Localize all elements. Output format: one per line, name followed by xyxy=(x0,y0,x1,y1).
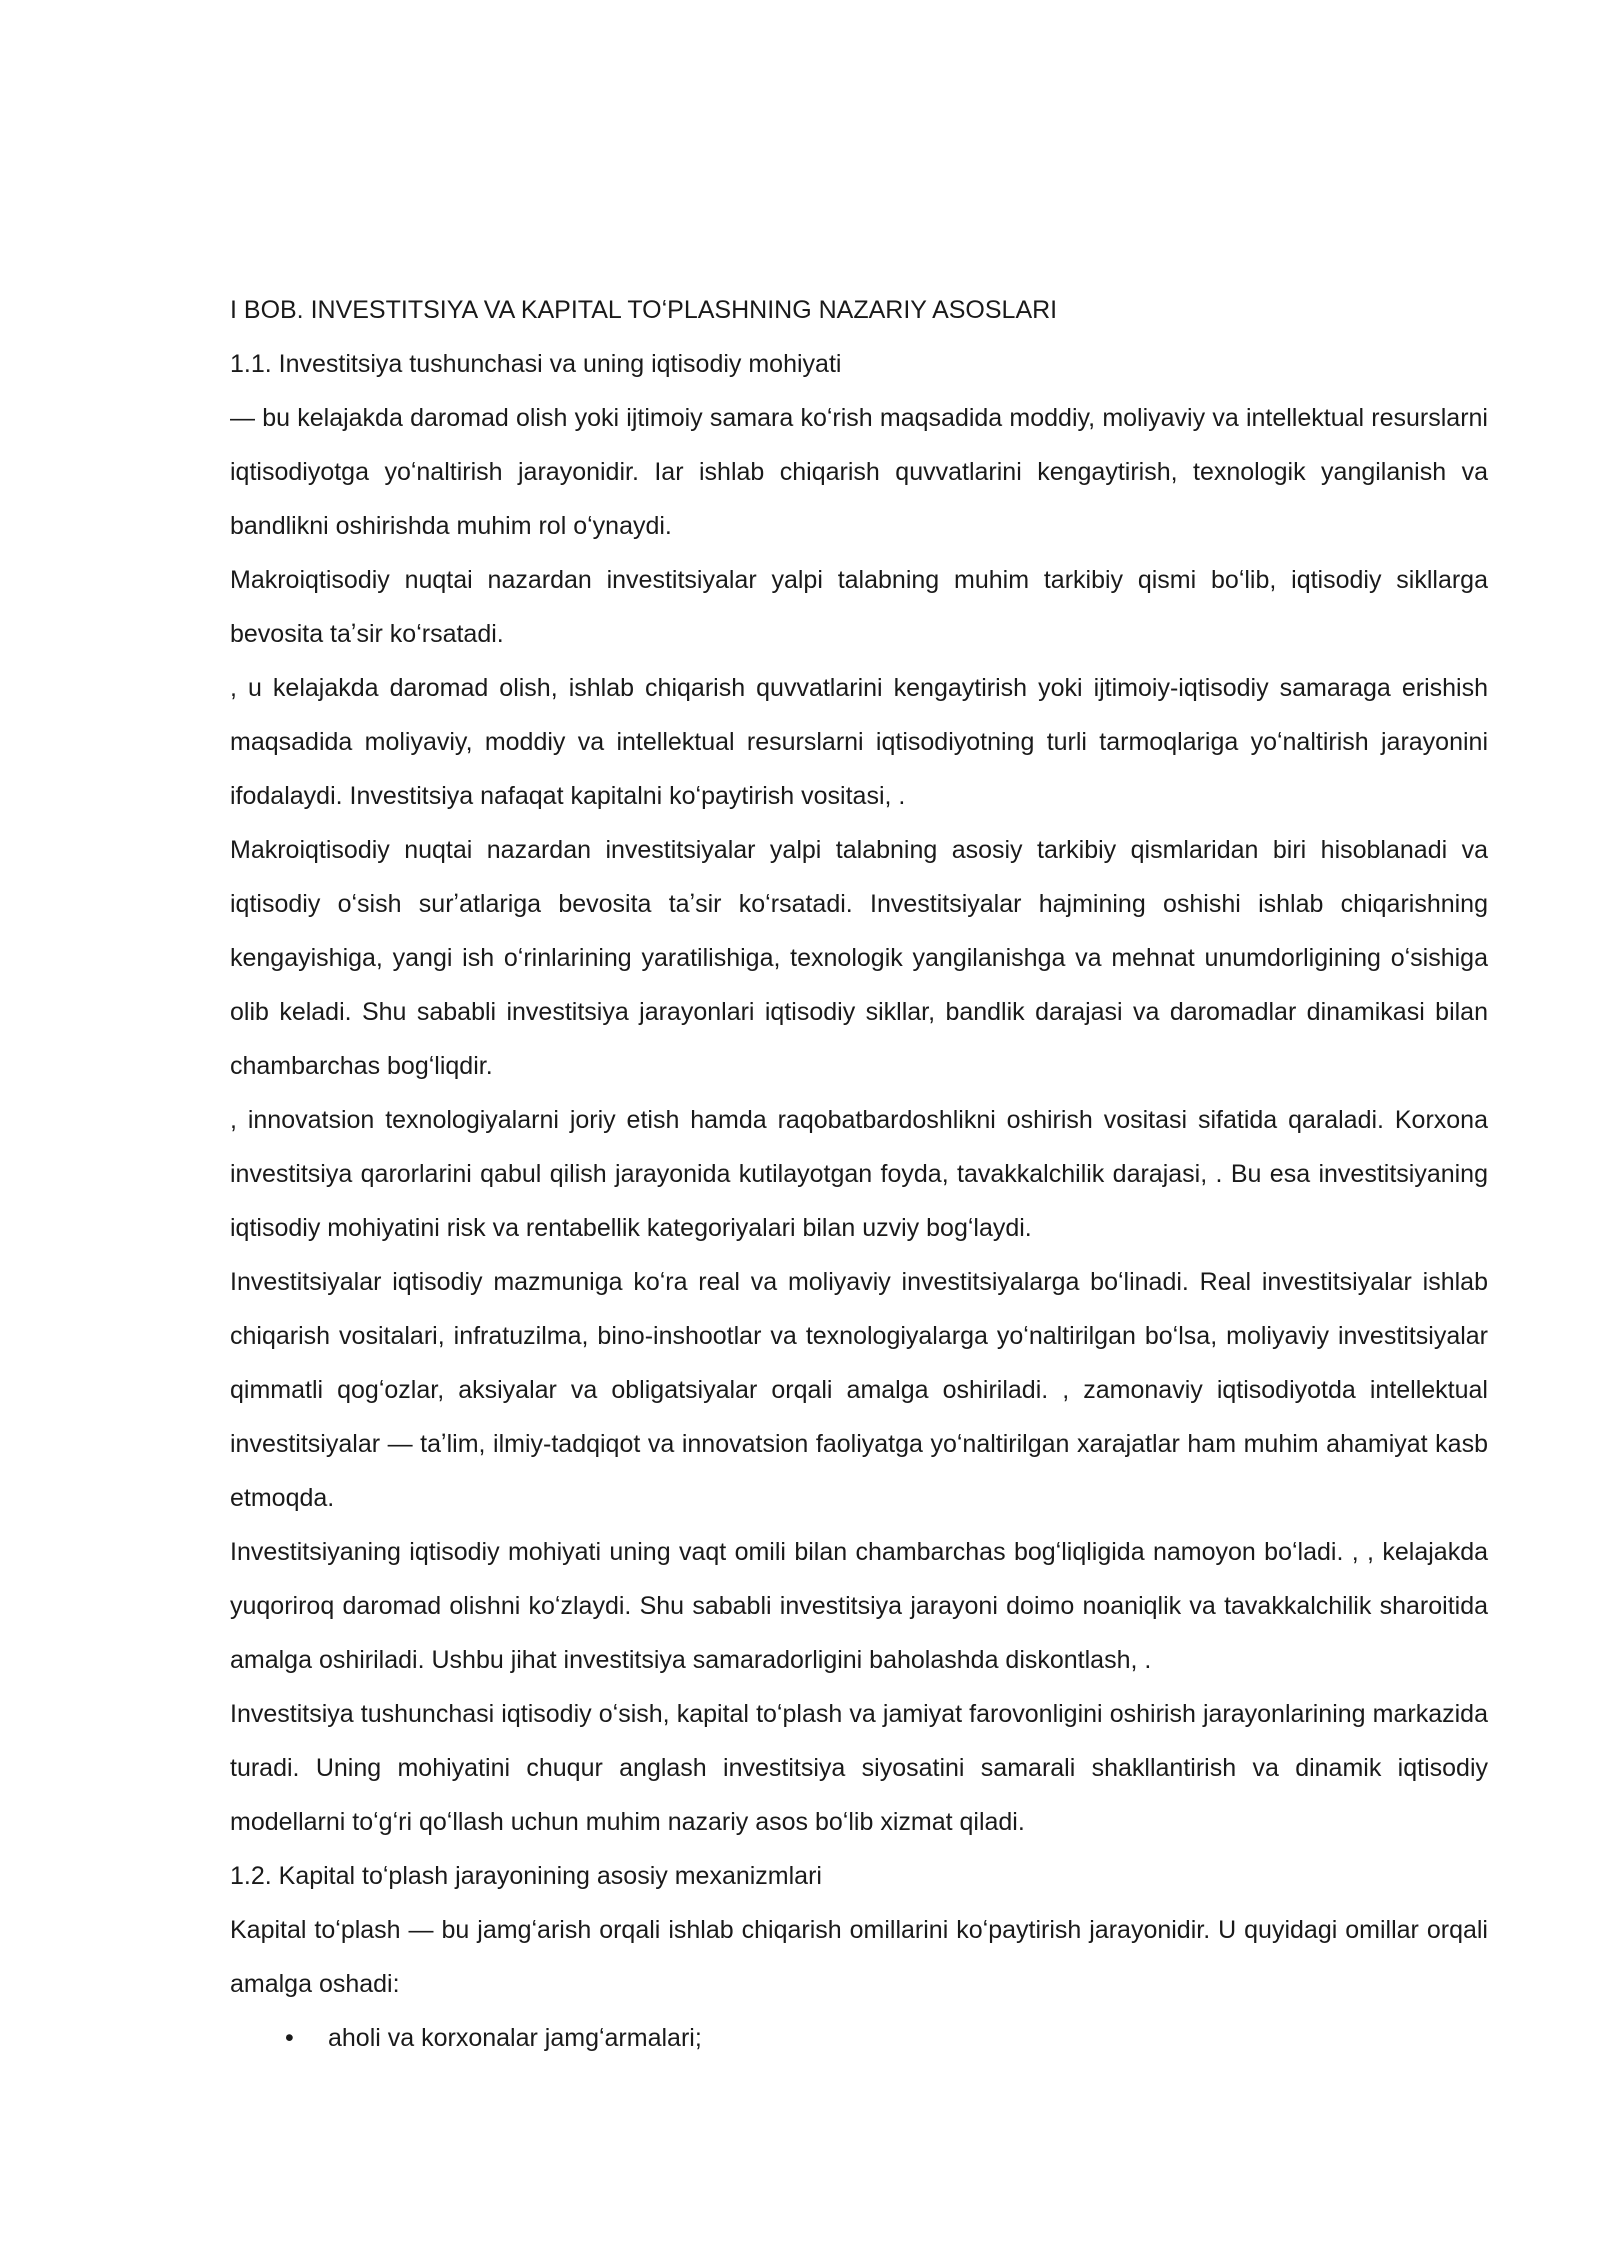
paragraph: — bu kelajakda daromad olish yoki ijtimoiy samara koʻrish maqsadida moddiy, moliyaviy va intellektual resurslarni iqtisodiyotga yoʻnaltirish jarayonidir. Iar ishlab chiqarish quvvatlarini kengaytirish, texnologik yangilanish va bandlikni oshirishda muhim rol oʻynaydi. xyxy=(230,404,1488,540)
list-item xyxy=(230,2011,1488,2065)
paragraph: Makroiqtisodiy nuqtai nazardan investitsiyalar yalpi talabning asosiy tarkibiy qismlaridan biri hisoblanadi va iqtisodiy oʻsish surʼatlariga bevosita taʼsir koʻrsatadi. Investitsiyalar hajmining oshishi ishlab chiqarishning kengayishiga, yangi ish oʻrinlarining yaratilishiga, texnologik yangilanishga va mehnat unumdorligining oʻsishiga olib keladi. Shu sababli investitsiya jarayonlari iqtisodiy sikllar, bandlik darajasi va daromadlar dinamikasi bilan chambarchas bogʻliqdir. xyxy=(230,836,1488,1080)
paragraph: Kapital toʻplash — bu jamgʻarish orqali ishlab chiqarish omillarini koʻpaytirish jarayonidir. U quyidagi omillar orqali amalga oshadi: xyxy=(230,1916,1488,1998)
document-page xyxy=(230,283,1488,2065)
paragraph: Investitsiyaning iqtisodiy mohiyati uning vaqt omili bilan chambarchas bogʻliqligida namoyon boʻladi. , , kelajakda yuqoriroq daromad olishni koʻzlaydi. Shu sababli investitsiya jarayoni doimo noaniqlik va tavakkalchilik sharoitida amalga oshiriladi. Ushbu jihat investitsiya samaradorligini baholashda diskontlash, . xyxy=(230,1538,1488,1674)
paragraph: , u kelajakda daromad olish, ishlab chiqarish quvvatlarini kengaytirish yoki ijtimoiy-iqtisodiy samaraga erishish maqsadida moliyaviy, moddiy va intellektual resurslarni iqtisodiyotning turli tarmoqlariga yoʻnaltirish jarayonini ifodalaydi. Investitsiya nafaqat kapitalni koʻpaytirish vositasi, . xyxy=(230,674,1488,810)
list-item-text: aholi va korxonalar jamgʻarmalari; xyxy=(328,2024,702,2052)
paragraph: , innovatsion texnologiyalarni joriy etish hamda raqobatbardoshlikni oshirish vositasi sifatida qaraladi. Korxona investitsiya qarorlarini qabul qilish jarayonida kutilayotgan foyda, tavakkalchilik darajasi, . Bu esa investitsiyaning iqtisodiy mohiyatini risk va rentabellik kategoriyalari bilan uzviy bogʻlaydi. xyxy=(230,1106,1488,1242)
paragraph: Investitsiyalar iqtisodiy mazmuniga koʻra real va moliyaviy investitsiyalarga boʻlinadi. Real investitsiyalar ishlab chiqarish vositalari, infratuzilma, bino-inshootlar va texnologiyalarga yoʻnaltirilgan boʻlsa, moliyaviy investitsiyalar qimmatli qogʻozlar, aksiyalar va obligatsiyalar orqali amalga oshiriladi. , zamonaviy iqtisodiyotda intellektual investitsiyalar — taʼlim, ilmiy-tadqiqot va innovatsion faoliyatga yoʻnaltirilgan xarajatlar ham muhim ahamiyat kasb etmoqda. xyxy=(230,1268,1488,1512)
section-title-1-1: 1.1. Investitsiya tushunchasi va uning iqtisodiy mohiyati xyxy=(230,350,842,378)
chapter-heading: I BOB. INVESTITSIYA VA KAPITAL TOʻPLASHNING NAZARIY ASOSLARI xyxy=(230,296,1058,324)
paragraph: Investitsiya tushunchasi iqtisodiy oʻsish, kapital toʻplash va jamiyat farovonligini oshirish jarayonlarining markazida turadi. Uning mohiyatini chuqur anglash investitsiya siyosatini samarali shakllantirish va dinamik iqtisodiy modellarni toʻgʻri qoʻllash uchun muhim nazariy asos boʻlib xizmat qiladi. xyxy=(230,1700,1488,1836)
bullet-list xyxy=(230,2011,1488,2065)
section-title-1-2: 1.2. Kapital toʻplash jarayonining asosiy mexanizmlari xyxy=(230,1862,822,1890)
paragraph: Makroiqtisodiy nuqtai nazardan investitsiyalar yalpi talabning muhim tarkibiy qismi boʻlib, iqtisodiy sikllarga bevosita taʼsir koʻrsatadi. xyxy=(230,566,1488,648)
bullet-icon: • xyxy=(285,2024,294,2052)
